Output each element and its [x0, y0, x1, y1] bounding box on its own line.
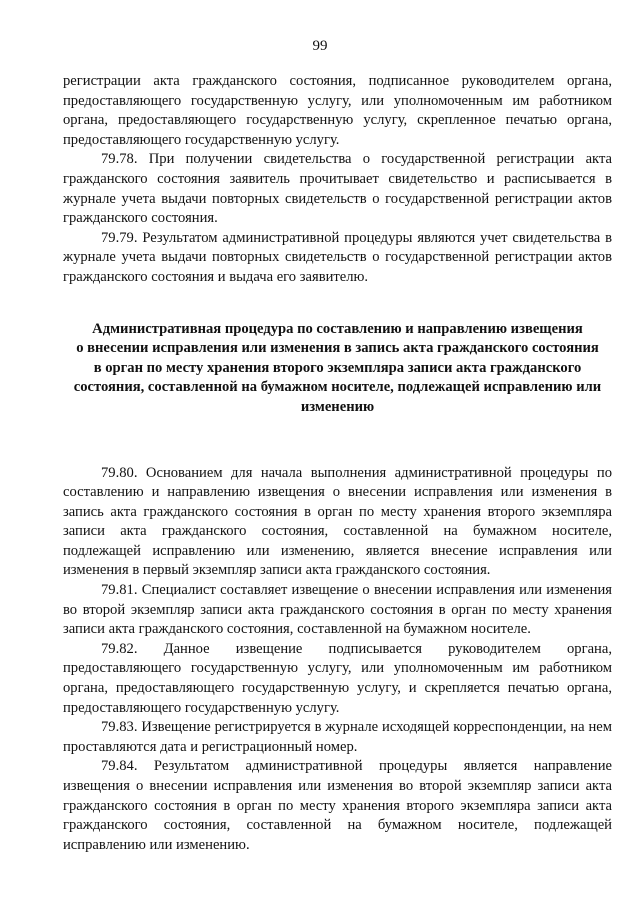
section-heading-line: в орган по месту хранения второго экземпляра записи акта гражданского [93, 359, 582, 376]
section-heading-line: Административная процедура по составлению и направлению извещения [92, 320, 583, 337]
paragraph-continuation: регистрации акта гражданского состояния, подписанное руководителем органа, предоставляющего государственную услугу, или уполномоченным им работником органа, предоставляющего государственную услугу, скрепленное печатью органа, предоставляющего государственную услугу. [63, 73, 612, 148]
paragraph-79-80: 79.80. Основанием для начала выполнения административной процедуры по составлению и направлению извещения о внесении исправления или изменения в запись акта гражданского состояния в орган по месту хранения второго экземпляра записи акта гражданского состояния, составленной на бумажном носителе, подлежащей исправлению или изменению, является внесение исправления или изменения в первый экземпляр записи акта гражданского состояния. [63, 464, 612, 579]
document-body [63, 72, 612, 855]
paragraph-79-81: 79.81. Специалист составляет извещение о внесении исправления или изменения во второй экземпляр записи акта гражданского состояния в орган по месту хранения записи акта гражданского состояния, составленной на бумажном носителе. [63, 582, 612, 638]
section-heading [63, 320, 612, 418]
paragraph-79-84: 79.84. Результатом административной процедуры является направление извещения о внесении исправления или изменения во второй экземпляр записи акта гражданского состояния в орган по месту хранения второго экземпляра записи акта гражданского состояния, составленной на бумажном носителе, подлежащей исправлению или изменению. [63, 758, 612, 853]
paragraph-79-79: 79.79. Результатом административной процедуры являются учет свидетельства в журнале учета выдачи повторных свидетельств о государственной регистрации актов гражданского состояния и выдача его заявителю. [63, 229, 612, 285]
paragraph-79-83: 79.83. Извещение регистрируется в журнале исходящей корреспонденции, на нем проставляются дата и регистрационный номер. [63, 719, 612, 755]
section-heading-line: состояния, составленной на бумажном носителе, подлежащей исправлению или [73, 379, 602, 396]
page-number: 99 [312, 38, 328, 54]
section-heading-line: изменению [300, 398, 375, 415]
paragraph-79-78: 79.78. При получении свидетельства о государственной регистрации акта гражданского состояния заявитель прочитывает свидетельство и расписывается в журнале учета выдачи повторных свидетельств о государственной регистрации актов гражданского состояния. [63, 151, 612, 227]
section-heading-line: о внесении исправления или изменения в запись акта гражданского состояния [76, 340, 599, 357]
paragraph-79-82: 79.82. Данное извещение подписывается руководителем органа, предоставляющего государственную услугу, или уполномоченным им работником органа, предоставляющего государственную услугу, и скрепляется печатью органа, предоставляющего государственную услугу. [63, 640, 612, 716]
